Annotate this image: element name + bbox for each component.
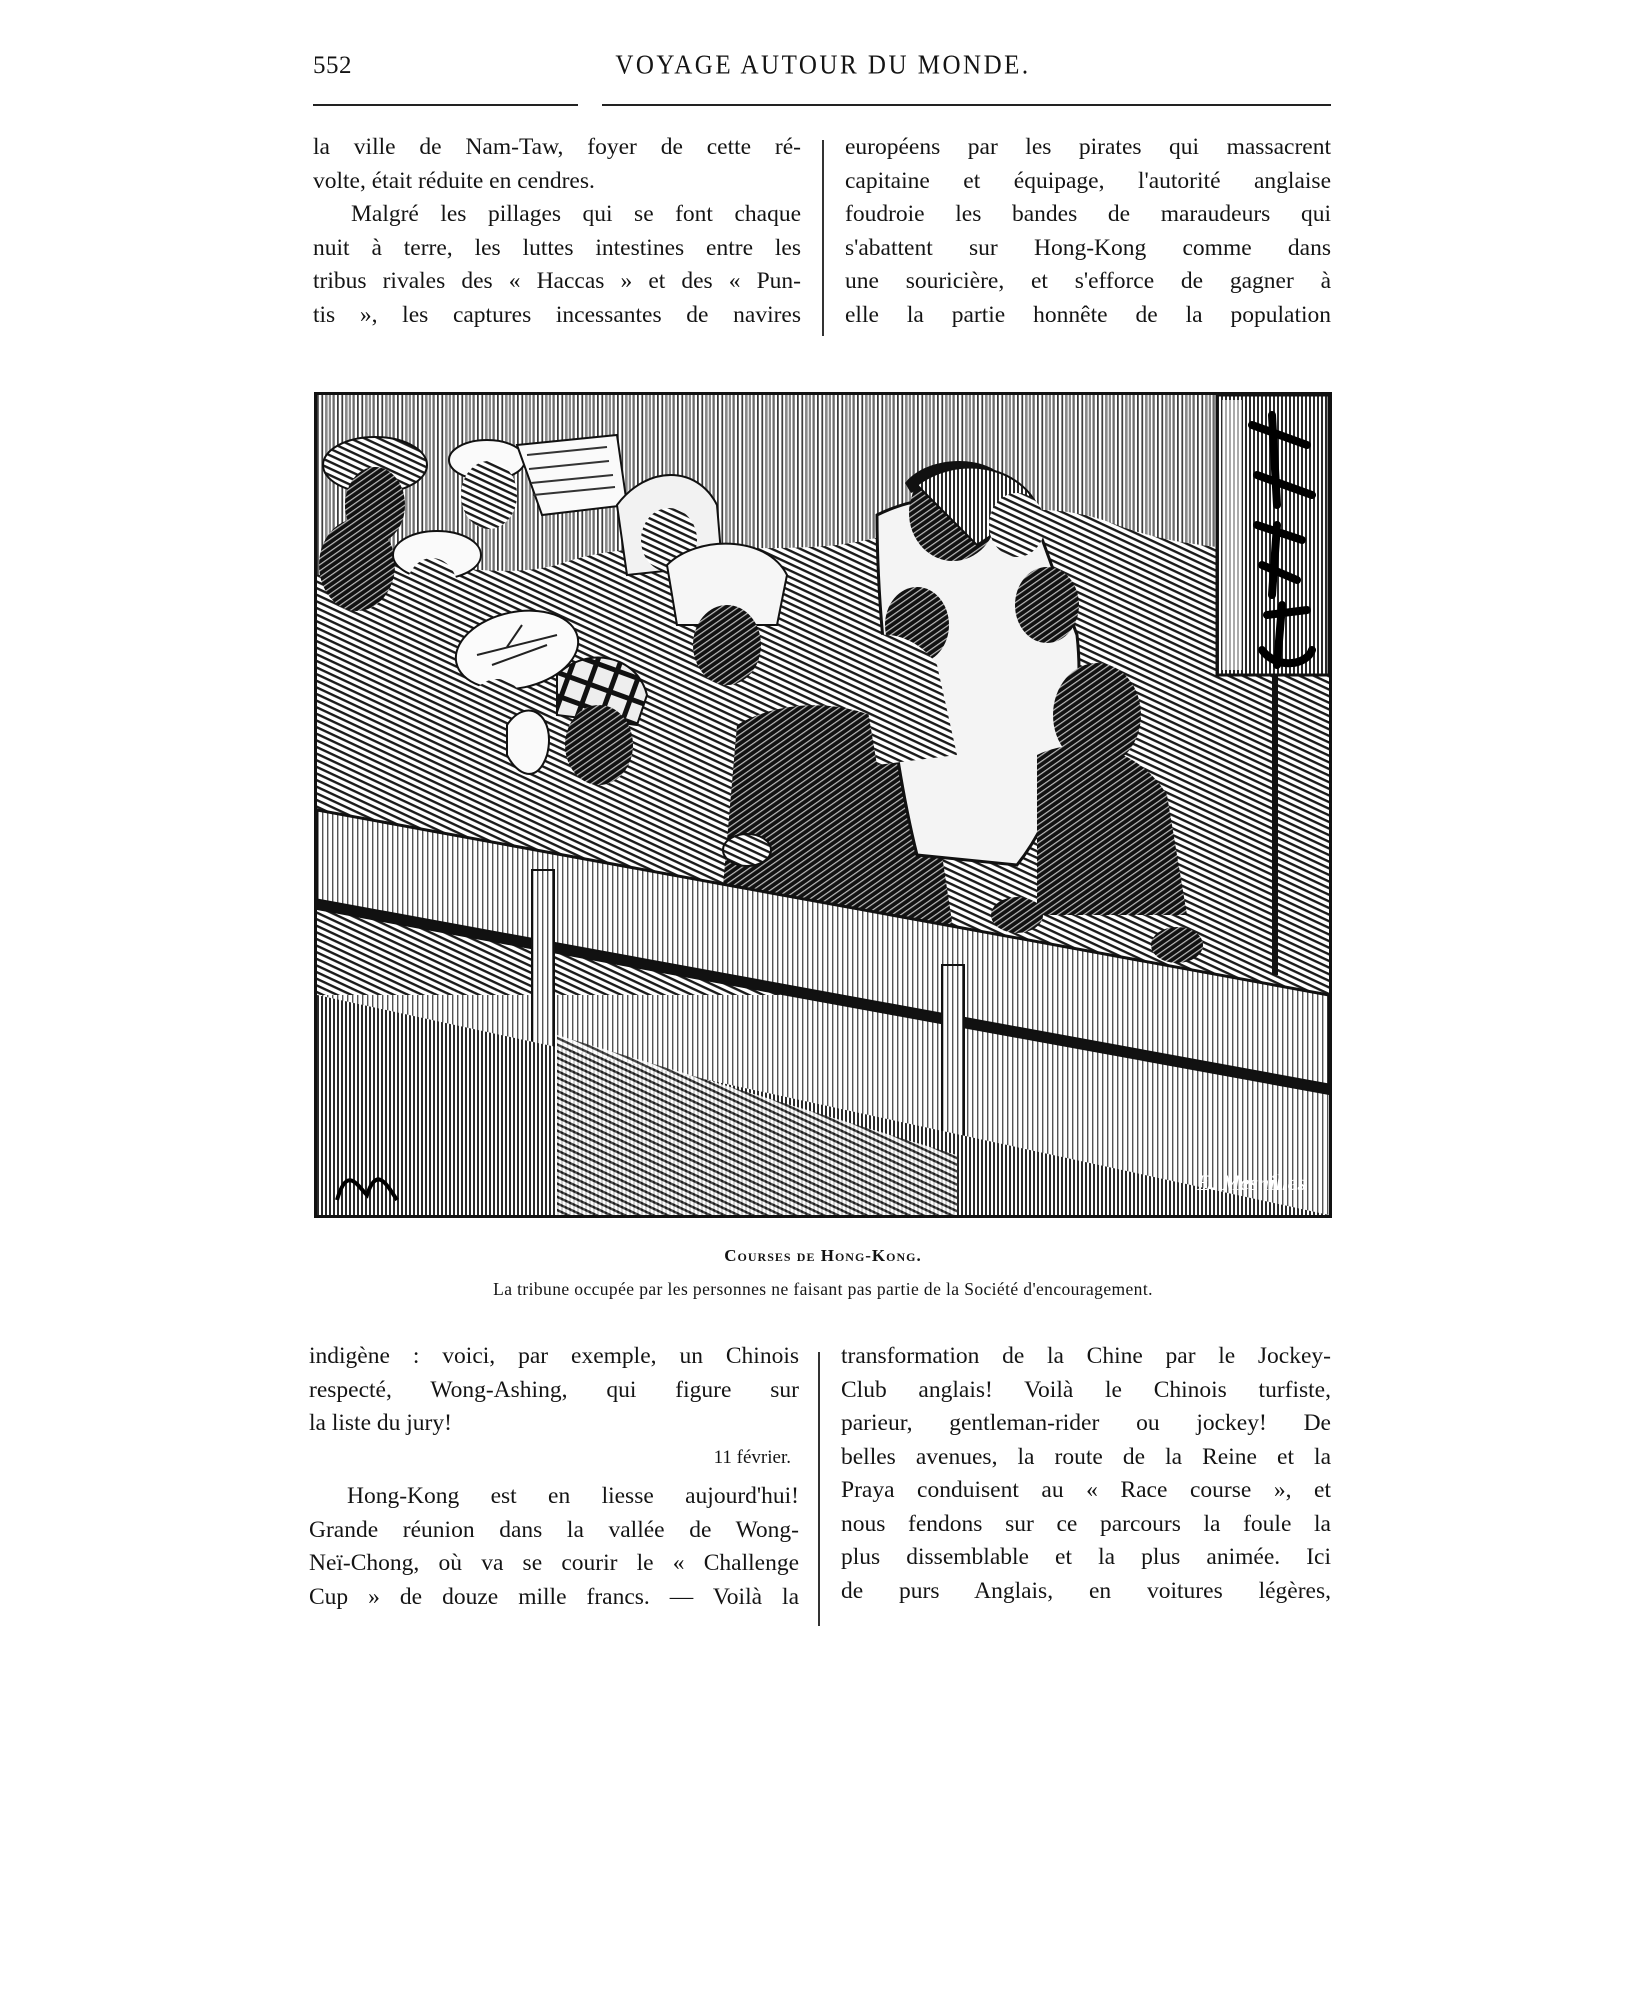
- face: [325, 687, 389, 763]
- text-line: une souricière, et s'efforce de gagner à: [845, 268, 1331, 294]
- column-divider: [818, 1352, 820, 1626]
- text-line: Cup » de douze mille francs. — Voilà la: [309, 1583, 799, 1610]
- text-line: Malgré les pillages qui se font chaque: [351, 201, 801, 227]
- page-number: 552: [313, 52, 352, 79]
- text-line: foudroie les bandes de maraudeurs qui: [845, 201, 1331, 227]
- engraving-artwork: [317, 395, 1329, 1215]
- column-divider: [822, 140, 824, 336]
- running-head: [313, 52, 1333, 92]
- text-line: de purs Anglais, en voitures légères,: [841, 1577, 1331, 1604]
- raised-hand: [507, 711, 549, 774]
- text-line: s'abattent sur Hong-Kong comme dans: [845, 234, 1331, 261]
- text-line: Club anglais! Voilà le Chinois turfiste,: [841, 1376, 1331, 1403]
- text-line: transformation de la Chine par le Jockey-: [841, 1343, 1331, 1369]
- engraving-illustration: [314, 392, 1332, 1218]
- bottom-right-column: [841, 1340, 1331, 1608]
- text-line: belles avenues, la route de la Reine et la: [841, 1443, 1331, 1470]
- artist-signature: E. Mesnilles: [1197, 1170, 1306, 1195]
- text-line: nuit à terre, les luttes intestines entre les: [313, 234, 801, 261]
- text-line: Praya conduisent au « Race course », et: [841, 1477, 1331, 1503]
- text-line: indigène : voici, par exemple, un Chinois: [309, 1343, 799, 1369]
- bottom-left-column: [309, 1340, 799, 1614]
- text-line: Grande réunion dans la vallée de Wong-: [309, 1516, 799, 1543]
- face: [989, 493, 1045, 557]
- text-line: Neï-Chong, où va se courir le « Challenge: [309, 1550, 799, 1576]
- face: [1015, 567, 1079, 643]
- hand: [1151, 927, 1203, 963]
- text-line: tis », les captures incessantes de navires: [313, 301, 801, 328]
- text-line: elle la partie honnête de la population: [845, 301, 1331, 328]
- hand: [991, 897, 1043, 933]
- top-right-column: [845, 131, 1331, 332]
- text-line: plus dissemblable et la plus animée. Ici: [841, 1544, 1331, 1570]
- sign-pole: [1272, 675, 1278, 975]
- face: [461, 461, 517, 529]
- figure-caption-subtitle: La tribune occupée par les personnes ne faisant pas partie de la Société d'encouragement.: [493, 1279, 1153, 1299]
- header-rule-gap: [578, 102, 602, 108]
- text-line: volte, était réduite en cendres.: [313, 167, 595, 194]
- text-line: européens par les pirates qui massacrent: [845, 134, 1331, 160]
- text-line: respecté, Wong-Ashing, qui figure sur: [309, 1376, 799, 1403]
- header-rule: [313, 104, 1331, 106]
- text-line: parieur, gentleman-rider ou jockey! De: [841, 1410, 1331, 1436]
- text-line: Hong-Kong est en liesse aujourd'hui!: [347, 1483, 799, 1509]
- dateline: 11 février.: [713, 1446, 791, 1468]
- face: [406, 558, 458, 622]
- text-line: la ville de Nam-Taw, foyer de cette ré-: [313, 134, 801, 160]
- text-line: la liste du jury!: [309, 1410, 452, 1436]
- text-line: capitaine et équipage, l'autorité anglaise: [845, 167, 1331, 194]
- face: [693, 605, 761, 685]
- face: [565, 705, 633, 785]
- hand: [723, 834, 771, 866]
- figure-caption-title: Courses de Hong-Kong.: [724, 1246, 922, 1265]
- text-line: tribus rivales des « Haccas » et des « Pun-: [313, 268, 801, 294]
- text-line: nous fendons sur ce parcours la foule la: [841, 1510, 1331, 1537]
- top-left-column: [313, 131, 801, 332]
- running-title: VOYAGE AUTOUR DU MONDE.: [615, 50, 1031, 81]
- face: [319, 519, 395, 611]
